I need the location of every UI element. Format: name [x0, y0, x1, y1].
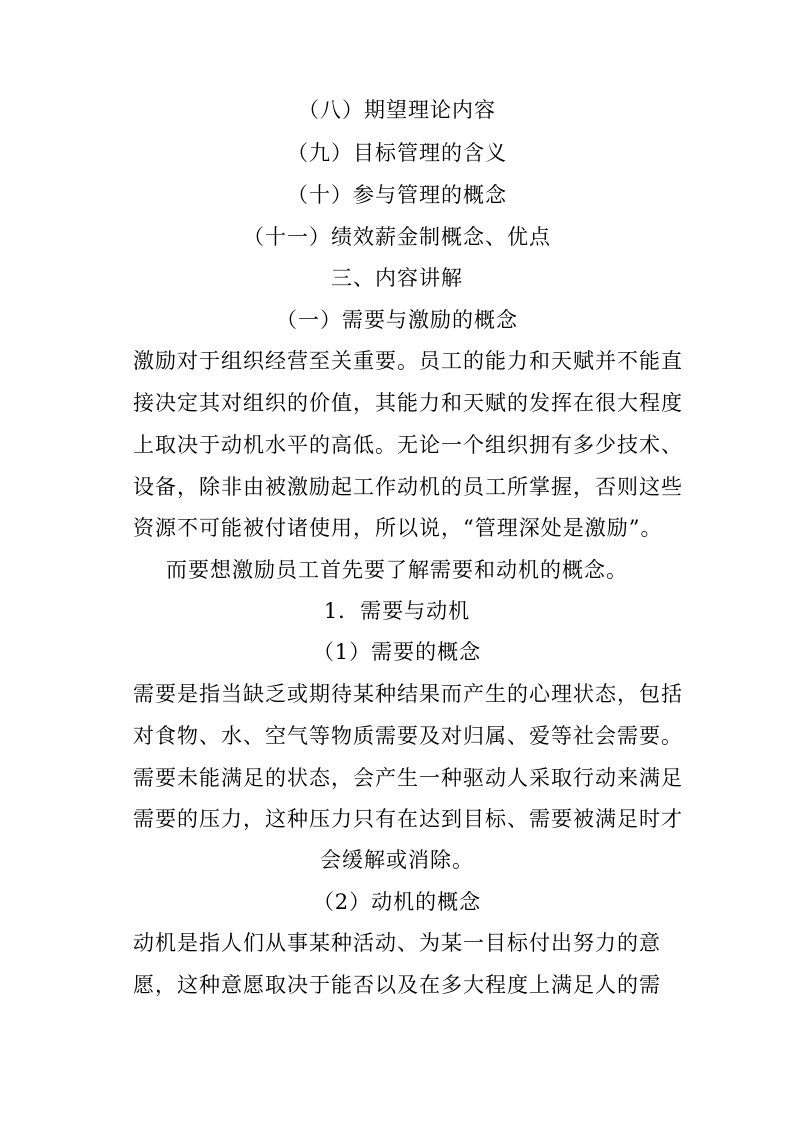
paragraph-line: 接决定其对组织的价值，其能力和天赋的发挥在很大程度 [133, 391, 683, 415]
toc-item-10: （十）参与管理的概念 [287, 183, 507, 207]
paragraph-line: 需要未能满足的状态，会产生一种驱动人采取行动来满足 [133, 766, 683, 790]
section-title: 三、内容讲解 [331, 266, 463, 290]
paragraph-line: 激励对于组织经营至关重要。员工的能力和天赋并不能直 [133, 349, 683, 373]
subsection-title: （一）需要与激励的概念 [276, 308, 518, 332]
toc-item-9: （九）目标管理的含义 [287, 141, 507, 165]
paragraph-sentence: 而要想激励员工首先要了解需要和动机的概念。 [166, 558, 628, 582]
paragraph-line: 资源不可能被付诸使用，所以说，“管理深处是激励”。 [133, 516, 663, 540]
paragraph-line: 会缓解或消除。 [320, 848, 474, 872]
toc-item-8: （八）期望理论内容 [298, 98, 496, 122]
toc-item-11: （十一）绩效薪金制概念、优点 [243, 225, 551, 249]
paragraph-line: 动机是指人们从事某种活动、为某一目标付出努力的意 [133, 931, 661, 955]
paragraph-line: 愿，这种意愿取决于能否以及在多大程度上满足人的需 [133, 973, 661, 997]
paragraph-line: 需要是指当缺乏或期待某种结果而产生的心理状态，包括 [133, 682, 683, 706]
heading-motive-concept: （2）动机的概念 [312, 890, 482, 914]
paragraph-line: 设备，除非由被激励起工作动机的员工所掌握，否则这些 [133, 475, 683, 499]
paragraph-line: 需要的压力，这种压力只有在达到目标、需要被满足时才 [133, 807, 683, 831]
heading-need-and-motive: 1．需要与动机 [323, 599, 471, 623]
heading-need-concept: （1）需要的概念 [312, 640, 482, 664]
paragraph-line: 对食物、水、空气等物质需要及对归属、爱等社会需要。 [133, 724, 683, 748]
paragraph-line: 上取决于动机水平的高低。无论一个组织拥有多少技术、 [133, 433, 683, 457]
